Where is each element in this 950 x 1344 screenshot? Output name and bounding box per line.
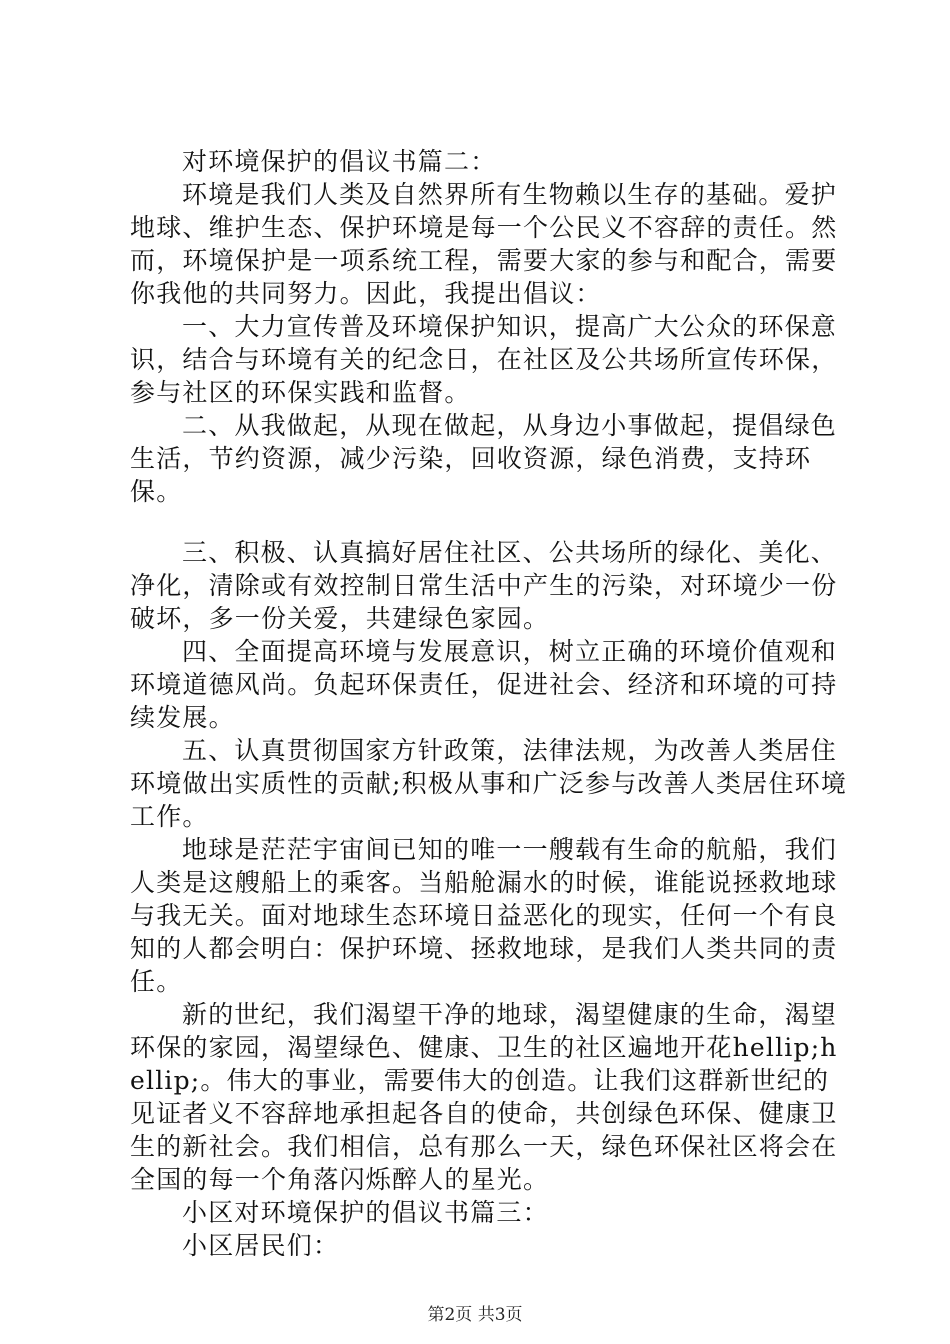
- earth-paragraph: 地球是茫茫宇宙间已知的唯一一艘载有生命的航船，我们人类是这艘船上的乘客。当船舱漏水的时候，谁能说拯救地球与我无关。面对地球生态环境日益恶化的现实，任何一个有良知的人都会明白：保护环境、拯救地球，是我们人类共同的责任。: [130, 835, 838, 996]
- proposal-item-5: 五、认真贯彻国家方针政策，法律法规，为改善人类居住环境做出实质性的贡献;积极从事和广泛参与改善人类居住环境工作。: [130, 736, 848, 831]
- proposal-item-4: 四、全面提高环境与发展意识，树立正确的环境价值观和环境道德风尚。负起环保责任，促进社会、经济和环境的可持续发展。: [130, 637, 838, 732]
- salutation: 小区居民们：: [182, 1231, 340, 1260]
- section-heading-part-three: 小区对环境保护的倡议书篇三：: [182, 1198, 549, 1227]
- proposal-item-3: 三、积极、认真搞好居住社区、公共场所的绿化、美化、净化，清除或有效控制日常生活中产生的污染，对环境少一份破坏，多一份关爱，共建绿色家园。: [130, 538, 838, 633]
- proposal-item-1: 一、大力宣传普及环境保护知识，提高广大公众的环保意识，结合与环境有关的纪念日，在社区及公共场所宣传环保，参与社区的环保实践和监督。: [130, 312, 838, 407]
- proposal-item-2: 二、从我做起，从现在做起，从身边小事做起，提倡绿色生活，节约资源，减少污染，回收资源，绿色消费，支持环保。: [130, 411, 838, 506]
- new-century-paragraph: 新的世纪，我们渴望干净的地球，渴望健康的生命，渴望环保的家园，渴望绿色、健康、卫生的社区遍地开花hellip;hellip;。伟大的事业，需要伟大的创造。让我们这群新世纪的见证者义不容辞地承担起各自的使命，共创绿色环保、健康卫生的新社会。我们相信，总有那么一天，绿色环保社区将会在全国的每一个角落闪烁醉人的星光。: [130, 1000, 838, 1194]
- section-heading-part-two: 对环境保护的倡议书篇二：: [182, 147, 497, 176]
- intro-paragraph: 环境是我们人类及自然界所有生物赖以生存的基础。爱护地球、维护生态、保护环境是每一个公民义不容辞的责任。然而，环境保护是一项系统工程，需要大家的参与和配合，需要你我他的共同努力。因此，我提出倡议：: [130, 180, 838, 308]
- page-number-footer: 第2页 共3页: [427, 1305, 523, 1325]
- document-body: [130, 145, 850, 1262]
